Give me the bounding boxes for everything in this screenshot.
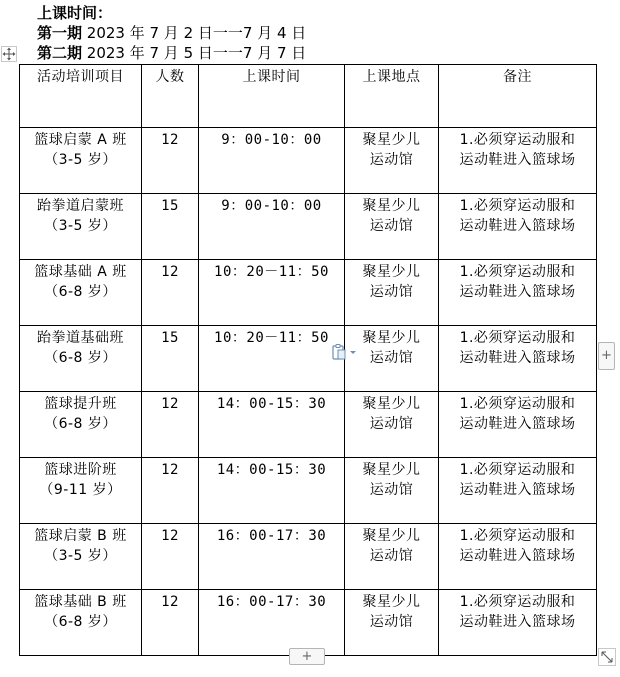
add-column-button[interactable]: +: [598, 342, 615, 370]
cell-time[interactable]: 9：00-10：00: [199, 128, 345, 194]
cell-count[interactable]: 12: [142, 392, 199, 458]
note-line-2: 运动鞋进入篮球场: [459, 350, 576, 366]
table-header-row: [20, 65, 597, 128]
cell-venue[interactable]: [345, 590, 439, 656]
column-header-count[interactable]: 人数: [142, 65, 199, 128]
period-2-dates: 2023 年 7 月 5 日一一7 月 7 日: [82, 44, 307, 62]
period-line-2: [37, 43, 306, 63]
venue-line-2: 运动馆: [369, 614, 414, 630]
cell-project[interactable]: [20, 590, 142, 656]
venue-line-2: 运动馆: [369, 218, 414, 234]
cell-venue[interactable]: [345, 458, 439, 524]
project-name: 篮球提升班: [44, 396, 117, 412]
table-row: [20, 128, 597, 194]
schedule-table: [19, 64, 597, 656]
note-line-1: 1.必须穿运动服和: [459, 528, 576, 544]
project-age: （6-8 岁）: [44, 416, 117, 432]
table-row: [20, 326, 597, 392]
venue-line-1: 聚星少儿: [362, 594, 421, 610]
note-line-1: 1.必须穿运动服和: [459, 594, 576, 610]
venue-line-2: 运动馆: [369, 284, 414, 300]
cell-note[interactable]: [439, 128, 597, 194]
cell-note[interactable]: [439, 326, 597, 392]
project-name: 跆拳道启蒙班: [37, 198, 124, 214]
note-line-1: 1.必须穿运动服和: [459, 264, 576, 280]
project-age: （3-5 岁）: [44, 152, 117, 168]
project-age: （9-11 岁）: [39, 482, 122, 498]
note-line-2: 运动鞋进入篮球场: [459, 548, 576, 564]
note-line-2: 运动鞋进入篮球场: [459, 416, 576, 432]
period-2-label: 第二期: [37, 44, 83, 62]
cell-count[interactable]: 12: [142, 128, 199, 194]
cell-count[interactable]: 12: [142, 260, 199, 326]
column-header-venue[interactable]: 上课地点: [345, 65, 439, 128]
column-header-project[interactable]: 活动培训项目: [20, 65, 142, 128]
cell-venue[interactable]: [345, 260, 439, 326]
period-1-dates: 2023 年 7 月 2 日一一7 月 4 日: [82, 24, 307, 42]
cell-venue[interactable]: [345, 194, 439, 260]
project-name: 跆拳道基础班: [37, 330, 124, 346]
cell-time[interactable]: 10：20－11：50: [199, 326, 345, 392]
table-row: [20, 590, 597, 656]
period-1-label: 第一期: [37, 24, 83, 42]
cell-project[interactable]: [20, 392, 142, 458]
cell-count[interactable]: 12: [142, 524, 199, 590]
cell-project[interactable]: [20, 128, 142, 194]
cell-project[interactable]: [20, 458, 142, 524]
note-line-1: 1.必须穿运动服和: [459, 396, 576, 412]
note-line-1: 1.必须穿运动服和: [459, 462, 576, 478]
venue-line-1: 聚星少儿: [362, 198, 421, 214]
venue-line-1: 聚星少儿: [362, 264, 421, 280]
cell-time[interactable]: 16：00-17：30: [199, 524, 345, 590]
cell-venue[interactable]: [345, 392, 439, 458]
resize-diagonal-icon[interactable]: [598, 648, 616, 666]
cell-count[interactable]: 12: [142, 590, 199, 656]
cell-note[interactable]: [439, 590, 597, 656]
table-row: [20, 524, 597, 590]
cell-project[interactable]: [20, 524, 142, 590]
cell-project[interactable]: [20, 260, 142, 326]
note-line-2: 运动鞋进入篮球场: [459, 218, 576, 234]
cell-note[interactable]: [439, 194, 597, 260]
project-name: 篮球基础 A 班: [34, 264, 127, 280]
project-age: （6-8 岁）: [44, 614, 117, 630]
venue-line-1: 聚星少儿: [362, 528, 421, 544]
table-move-handle-icon[interactable]: [1, 46, 17, 62]
cell-note[interactable]: [439, 260, 597, 326]
column-header-note[interactable]: 备注: [439, 65, 597, 128]
project-age: （6-8 岁）: [44, 284, 117, 300]
header-title: [37, 3, 306, 23]
table-row: [20, 458, 597, 524]
cell-count[interactable]: 15: [142, 326, 199, 392]
project-name: 篮球基础 B 班: [34, 594, 127, 610]
project-age: （3-5 岁）: [44, 218, 117, 234]
period-line-1: [37, 23, 306, 43]
venue-line-2: 运动馆: [369, 350, 414, 366]
cell-count[interactable]: 12: [142, 458, 199, 524]
project-age: （6-8 岁）: [44, 350, 117, 366]
cell-time[interactable]: 10：20－11：50: [199, 260, 345, 326]
project-name: 篮球进阶班: [44, 462, 117, 478]
note-line-1: 1.必须穿运动服和: [459, 132, 576, 148]
venue-line-1: 聚星少儿: [362, 132, 421, 148]
project-age: （3-5 岁）: [44, 548, 117, 564]
project-name: 篮球启蒙 B 班: [34, 528, 127, 544]
venue-line-2: 运动馆: [369, 416, 414, 432]
cell-venue[interactable]: [345, 128, 439, 194]
note-line-1: 1.必须穿运动服和: [459, 198, 576, 214]
cell-note[interactable]: [439, 524, 597, 590]
note-line-2: 运动鞋进入篮球场: [459, 614, 576, 630]
cell-venue[interactable]: [345, 524, 439, 590]
venue-line-2: 运动馆: [369, 548, 414, 564]
note-line-2: 运动鞋进入篮球场: [459, 152, 576, 168]
table-row: [20, 392, 597, 458]
cell-time[interactable]: 16：00-17：30: [199, 590, 345, 656]
note-line-2: 运动鞋进入篮球场: [459, 482, 576, 498]
cell-time[interactable]: 14：00-15：30: [199, 458, 345, 524]
note-line-1: 1.必须穿运动服和: [459, 330, 576, 346]
project-name: 篮球启蒙 A 班: [34, 132, 127, 148]
cell-note[interactable]: [439, 392, 597, 458]
add-row-button[interactable]: +: [289, 648, 325, 665]
column-header-time[interactable]: 上课时间: [199, 65, 345, 128]
cell-time[interactable]: 14：00-15：30: [199, 392, 345, 458]
paste-options-icon[interactable]: [331, 343, 359, 361]
cell-project[interactable]: [20, 326, 142, 392]
cell-project[interactable]: [20, 194, 142, 260]
cell-count[interactable]: 15: [142, 194, 199, 260]
note-line-2: 运动鞋进入篮球场: [459, 284, 576, 300]
table-row: [20, 194, 597, 260]
schedule-header: [37, 3, 306, 63]
table-row: [20, 260, 597, 326]
venue-line-1: 聚星少儿: [362, 330, 421, 346]
header-title-text: 上课时间：: [37, 4, 113, 22]
venue-line-1: 聚星少儿: [362, 396, 421, 412]
venue-line-2: 运动馆: [369, 152, 414, 168]
venue-line-2: 运动馆: [369, 482, 414, 498]
cell-time[interactable]: 9：00-10：00: [199, 194, 345, 260]
venue-line-1: 聚星少儿: [362, 462, 421, 478]
cell-note[interactable]: [439, 458, 597, 524]
